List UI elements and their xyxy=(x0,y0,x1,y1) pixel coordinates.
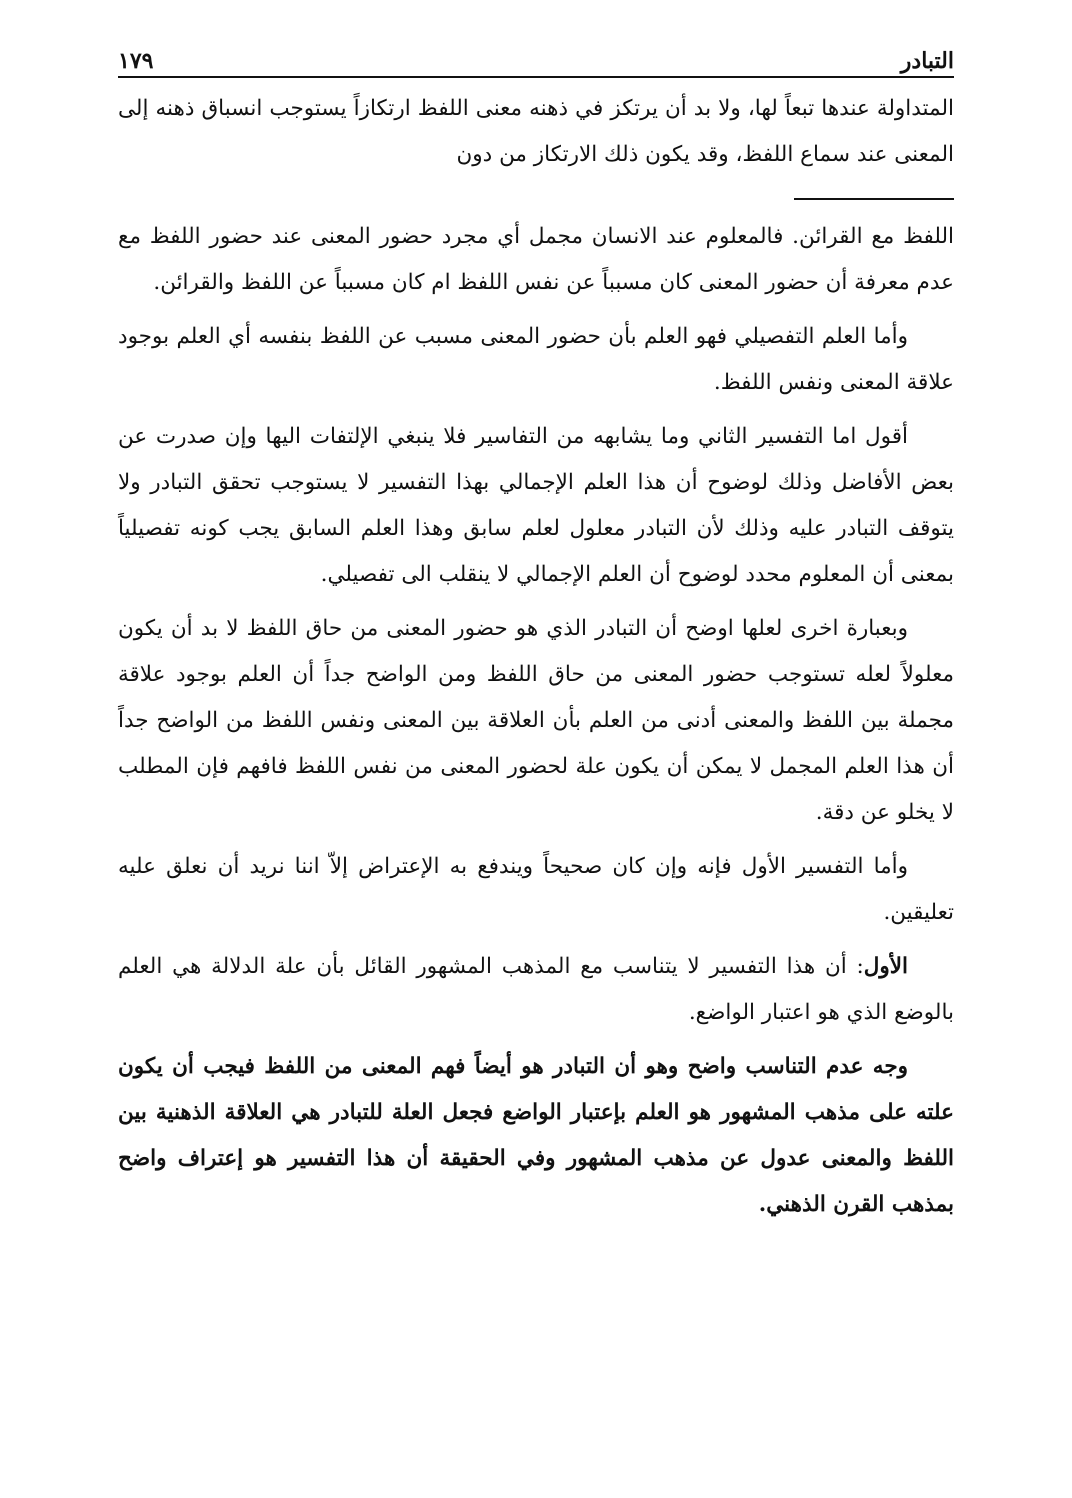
footnote-paragraph: وأما العلم التفصيلي فهو العلم بأن حضور المعنى مسبب عن اللفظ بنفسه أي العلم بوجود علاقة المعنى ونفس اللفظ. xyxy=(118,324,954,395)
footnote-paragraph: أقول اما التفسير الثاني وما يشابهه من التفاسير فلا ينبغي الإلتفات اليها وإن صدرت عن بعض الأفاضل وذلك لوضوح أن هذا العلم الإجمالي بهذا التفسير لا يستوجب تحقق التبادر ولا يتوقف التبادر عليه وذلك لأن التبادر معلول لعلم سابق وهذا العلم السابق يجب كونه تفصيلياً بمعنى أن المعلوم محدد لوضوح أن العلم الإجمالي لا ينقلب الى تفصيلي. xyxy=(118,424,954,587)
footnote-paragraph: وأما التفسير الأول فإنه وإن كان صحيحاً ويندفع به الإعتراض إلاّ اننا نريد أن نعلق عليه تعليقين. xyxy=(118,854,954,925)
footnote-paragraph: وبعبارة اخرى لعلها اوضح أن التبادر الذي هو حضور المعنى من حاق اللفظ لا بد أن يكون معلولاً لعله تستوجب حضور المعنى من حاق اللفظ ومن الواضح جداً أن العلم بوجود علاقة مجملة بين اللفظ والمعنى أدنى من العلم بأن العلاقة بين المعنى ونفس اللفظ من الواضح جداً أن هذا العلم المجمل لا يمكن أن يكون علة لحضور المعنى من نفس اللفظ فافهم فإن المطلب لا يخلو عن دقة. xyxy=(118,616,954,825)
running-header xyxy=(118,36,954,78)
first-point-text: : أن هذا التفسير لا يتناسب مع المذهب المشهور القائل بأن علة الدلالة هي العلم بالوضع الذي هو اعتبار الواضع. xyxy=(118,954,954,1025)
main-text-paragraph: المتداولة عندها تبعاً لها، ولا بد أن يرتكز في ذهنه معنى اللفظ ارتكازاً يستوجب انسباق ذهنه إلى المعنى عند سماع اللفظ، وقد يكون ذلك الارتكاز من دون xyxy=(118,96,954,167)
first-point-paragraph xyxy=(118,944,954,1036)
page-number: ١٧٩ xyxy=(118,48,154,74)
book-page xyxy=(118,36,954,1228)
footnote-separator xyxy=(794,198,954,200)
footnote-paragraph: اللفظ مع القرائن. فالمعلوم عند الانسان مجمل أي مجرد حضور المعنى عند حضور اللفظ مع عدم معرفة أن حضور المعنى كان مسبباً عن نفس اللفظ ام كان مسبباً عن اللفظ والقرائن. xyxy=(118,224,954,295)
chapter-title: التبادر xyxy=(900,48,954,74)
last-paragraph: وجه عدم التناسب واضح وهو أن التبادر هو أيضاً فهم المعنى من اللفظ فيجب أن يكون علته على مذهب المشهور هو العلم بإعتبار الواضع فجعل العلة للتبادر هي العلاقة الذهنية بين اللفظ والمعنى عدول عن مذهب المشهور وفي الحقيقة أن هذا التفسير هو إعتراف واضح بمذهب القرن الذهني. xyxy=(118,1054,954,1217)
first-point-label: الأول xyxy=(863,954,908,979)
